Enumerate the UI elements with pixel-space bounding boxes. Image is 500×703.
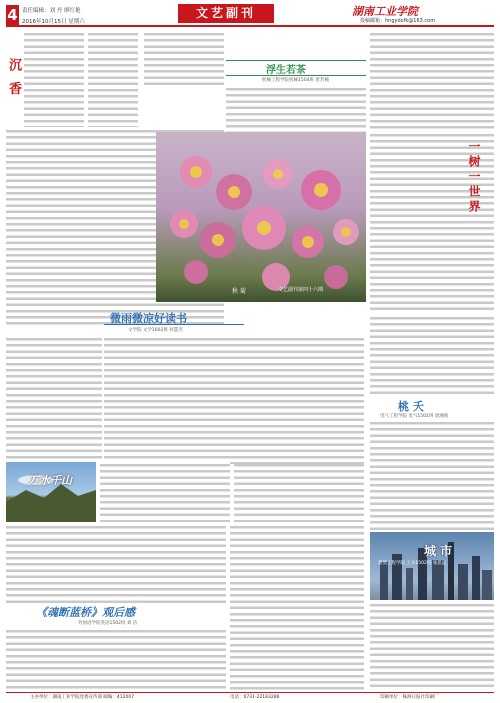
footer-left: 主办单位：湖南工业学院党委宣传部 邮编：412007 (30, 695, 135, 700)
article-body-right-mid (230, 398, 364, 464)
article-author-taotian: 电气工程学院 电气1501班 唐湘萌 (380, 414, 449, 419)
footer-rule (6, 692, 494, 693)
article-body-wanshui (100, 462, 230, 522)
contact-line: 投稿邮箱：hngydxfk@163.com (360, 18, 436, 24)
article-body-fusheng-intro (226, 86, 366, 134)
article-body-yishu-3 (370, 315, 494, 395)
editor-line: 责任编辑：刘 丹 廖红艳 (22, 8, 81, 14)
article-body-chenxiang-3 (144, 31, 224, 87)
article-body-left-mid (6, 336, 102, 462)
article-author-cheng: 建筑工程学院 土木1502班 张思远 (378, 561, 447, 566)
article-title-wanshui: 万水千山 (28, 474, 72, 487)
city-photo (370, 532, 494, 600)
masthead: 湖南工业学院 (352, 5, 418, 18)
article-body-mid-lower (230, 524, 364, 690)
article-title-yishu: 一树一世界 (467, 140, 481, 215)
article-body-left-lower (6, 524, 226, 604)
page-number: 4 (7, 6, 18, 24)
flower-photo (156, 132, 366, 302)
article-title-fusheng: 浮生若茶 (266, 65, 306, 76)
article-author-duanhun: 外国语学院英语1502班 刘 洁 (78, 621, 138, 626)
article-body-taotian (370, 420, 494, 530)
article-body-wanshui-2 (234, 462, 364, 522)
footer-mid: 电话：0731-22183286 (230, 695, 280, 700)
article-title-taotian: 桃 夭 (398, 400, 424, 413)
article-body-chenxiang (24, 31, 84, 127)
flower-caption-issue: 文艺副刊第四十六期 (278, 287, 324, 293)
flower-caption: 秋 菊 (232, 288, 246, 295)
header-rule (6, 25, 494, 27)
article-author-fusheng: 机械工程学院机械1504班 唐若楠 (262, 78, 329, 83)
article-title-chenxiang: 沉 香 (6, 58, 21, 98)
article-title-duanhun: 《魂断蓝桥》观后感 (36, 606, 135, 619)
section-title-banner: 文艺副刊 (178, 4, 274, 23)
date-line: 2016年10月15日 星期六 (22, 19, 85, 25)
article-title-cheng: 城 市 (424, 544, 453, 558)
article-body-yishu-1 (370, 31, 494, 129)
mountain-landscape-image (6, 462, 96, 522)
article-body-duanhun (6, 628, 226, 690)
footer-right: 印刷单位：株洲日报社印刷厂 (380, 695, 439, 700)
article-body-chenxiang-2 (88, 31, 138, 127)
mountain-photo (6, 462, 96, 522)
chrysanthemum-image (156, 132, 366, 302)
article-title-xiaoyu: 微雨微凉好读书 (110, 312, 187, 325)
article-author-xiaoyu: 文学院 文学1602班 何慧杰 (128, 328, 183, 333)
article-body-cheng (370, 602, 494, 690)
